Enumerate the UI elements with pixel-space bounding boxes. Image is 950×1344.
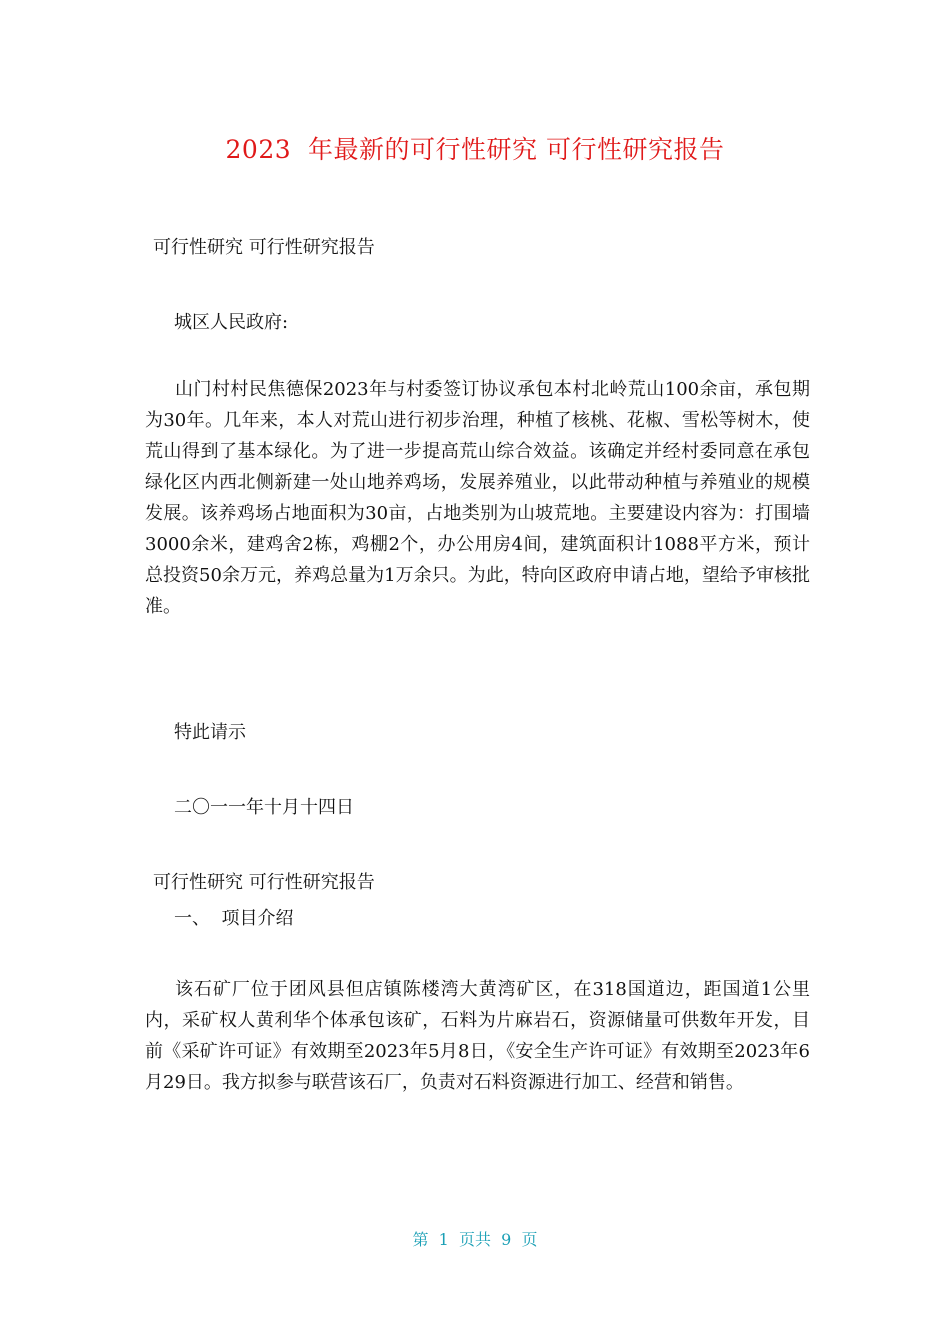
subheading: 可行性研究 可行性研究报告 [153, 237, 375, 258]
body-paragraph: 该石矿厂位于团风县但店镇陈楼湾大黄湾矿区，在318国道边，距国道1公里内，采矿权人黄利华个体承包该矿，石料为片麻岩石，资源储量可供数年开发，目前《采矿许可证》有效期至2023年5月8日，《安全生产许可证》有效期至2023年6月29日。我方拟参与联营该石厂，负责对石料资源进行加工、经营和销售。 [145, 979, 810, 1093]
section-heading: 一、 项目介绍 [174, 908, 294, 929]
salutation: 城区人民政府: [174, 312, 289, 333]
date-line: 二〇一一年十月十四日 [174, 797, 354, 818]
body-paragraph: 山门村村民焦德保2023年与村委签订协议承包本村北岭荒山100余亩，承包期为30年。几年来，本人对荒山进行初步治理，种植了核桃、花椒、雪松等树木，使荒山得到了基本绿化。为了进一步提高荒山综合效益。该确定并经村委同意在承包绿化区内西北侧新建一处山地养鸡场，发展养殖业，以此带动种植与养殖业的规模发展。该养鸡场占地面积为30亩，占地类别为山坡荒地。主要建设内容为：打围墙3000余米，建鸡舍2栋，鸡棚2个，办公用房4间，建筑面积计1088平方米，预计总投资50余万元，养鸡总量为1万余只。为此，特向区政府申请占地，望给予审核批准。 [145, 379, 810, 617]
document-title: 2023 年最新的可行性研究 可行性研究报告 [225, 135, 725, 164]
closing-line: 特此请示 [174, 722, 246, 743]
subheading: 可行性研究 可行性研究报告 [153, 872, 375, 893]
page-number-footer: 第 1 页共 9 页 [412, 1230, 538, 1249]
